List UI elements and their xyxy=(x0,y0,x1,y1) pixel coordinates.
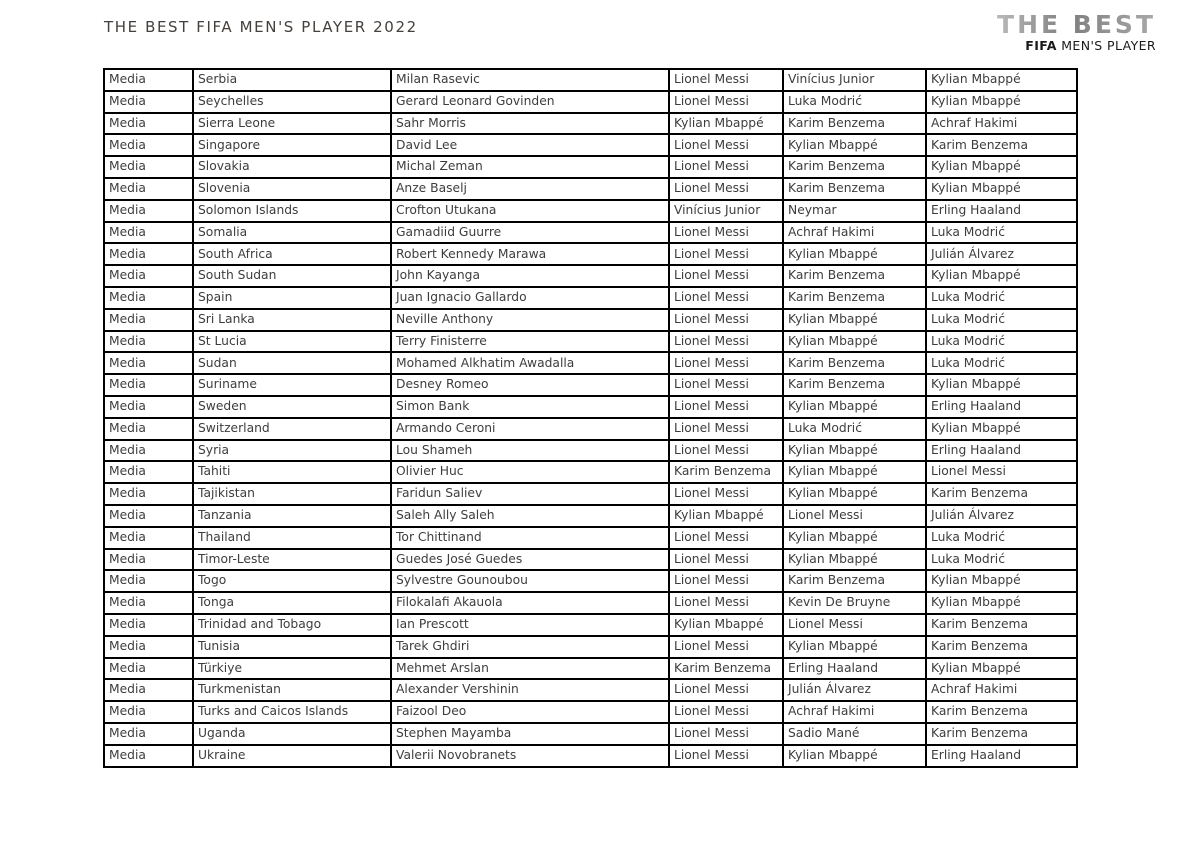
table-row xyxy=(104,592,1077,614)
cell-third-choice: Julián Álvarez xyxy=(926,243,1077,265)
cell-third-choice: Kylian Mbappé xyxy=(926,374,1077,396)
cell-category: Media xyxy=(104,243,193,265)
cell-voter: Alexander Vershinin xyxy=(391,679,669,701)
cell-second-choice: Kylian Mbappé xyxy=(783,745,926,767)
table-row xyxy=(104,679,1077,701)
cell-category: Media xyxy=(104,505,193,527)
table-row xyxy=(104,440,1077,462)
table-row xyxy=(104,374,1077,396)
cell-third-choice: Erling Haaland xyxy=(926,440,1077,462)
the-best-wordmark: THE BEST xyxy=(997,10,1156,39)
cell-second-choice: Kylian Mbappé xyxy=(783,396,926,418)
cell-second-choice: Kylian Mbappé xyxy=(783,331,926,353)
cell-second-choice: Kylian Mbappé xyxy=(783,134,926,156)
cell-first-choice: Lionel Messi xyxy=(669,396,783,418)
cell-third-choice: Erling Haaland xyxy=(926,745,1077,767)
cell-voter: Neville Anthony xyxy=(391,309,669,331)
results-table-body xyxy=(104,69,1077,767)
table-row xyxy=(104,483,1077,505)
cell-third-choice: Lionel Messi xyxy=(926,461,1077,483)
cell-third-choice: Luka Modrić xyxy=(926,527,1077,549)
cell-second-choice: Karim Benzema xyxy=(783,374,926,396)
cell-country: Tajikistan xyxy=(193,483,391,505)
cell-third-choice: Karim Benzema xyxy=(926,614,1077,636)
cell-country: Solomon Islands xyxy=(193,200,391,222)
cell-third-choice: Kylian Mbappé xyxy=(926,156,1077,178)
cell-second-choice: Karim Benzema xyxy=(783,352,926,374)
cell-first-choice: Lionel Messi xyxy=(669,745,783,767)
cell-third-choice: Kylian Mbappé xyxy=(926,418,1077,440)
cell-third-choice: Karim Benzema xyxy=(926,701,1077,723)
cell-country: South Africa xyxy=(193,243,391,265)
cell-third-choice: Kylian Mbappé xyxy=(926,658,1077,680)
cell-second-choice: Kylian Mbappé xyxy=(783,461,926,483)
cell-country: Sierra Leone xyxy=(193,113,391,135)
cell-voter: Mehmet Arslan xyxy=(391,658,669,680)
cell-second-choice: Vinícius Junior xyxy=(783,69,926,91)
table-row xyxy=(104,701,1077,723)
table-row xyxy=(104,69,1077,91)
cell-category: Media xyxy=(104,461,193,483)
cell-first-choice: Lionel Messi xyxy=(669,243,783,265)
cell-first-choice: Lionel Messi xyxy=(669,701,783,723)
cell-third-choice: Kylian Mbappé xyxy=(926,69,1077,91)
cell-third-choice: Karim Benzema xyxy=(926,483,1077,505)
cell-category: Media xyxy=(104,352,193,374)
cell-country: Uganda xyxy=(193,723,391,745)
cell-voter: Gerard Leonard Govinden xyxy=(391,91,669,113)
table-row xyxy=(104,222,1077,244)
cell-first-choice: Kylian Mbappé xyxy=(669,505,783,527)
voting-results-table xyxy=(103,68,1078,768)
table-row xyxy=(104,352,1077,374)
cell-second-choice: Luka Modrić xyxy=(783,91,926,113)
cell-second-choice: Karim Benzema xyxy=(783,265,926,287)
table-row xyxy=(104,309,1077,331)
cell-voter: Anze Baselj xyxy=(391,178,669,200)
cell-voter: Juan Ignacio Gallardo xyxy=(391,287,669,309)
cell-country: Slovenia xyxy=(193,178,391,200)
cell-category: Media xyxy=(104,527,193,549)
table-row xyxy=(104,723,1077,745)
table-row xyxy=(104,265,1077,287)
mens-player-text: MEN'S PLAYER xyxy=(1056,38,1156,54)
cell-first-choice: Lionel Messi xyxy=(669,352,783,374)
table-row xyxy=(104,396,1077,418)
cell-voter: Sahr Morris xyxy=(391,113,669,135)
cell-first-choice: Lionel Messi xyxy=(669,265,783,287)
cell-first-choice: Lionel Messi xyxy=(669,592,783,614)
cell-third-choice: Karim Benzema xyxy=(926,723,1077,745)
cell-second-choice: Kylian Mbappé xyxy=(783,483,926,505)
cell-country: South Sudan xyxy=(193,265,391,287)
cell-voter: Gamadiid Guurre xyxy=(391,222,669,244)
cell-country: Turks and Caicos Islands xyxy=(193,701,391,723)
cell-country: Somalia xyxy=(193,222,391,244)
cell-country: Tunisia xyxy=(193,636,391,658)
cell-voter: Mohamed Alkhatim Awadalla xyxy=(391,352,669,374)
cell-category: Media xyxy=(104,331,193,353)
cell-category: Media xyxy=(104,483,193,505)
cell-voter: Lou Shameh xyxy=(391,440,669,462)
cell-country: Syria xyxy=(193,440,391,462)
cell-first-choice: Lionel Messi xyxy=(669,374,783,396)
cell-country: Seychelles xyxy=(193,91,391,113)
cell-category: Media xyxy=(104,178,193,200)
cell-voter: Ian Prescott xyxy=(391,614,669,636)
cell-first-choice: Lionel Messi xyxy=(669,570,783,592)
cell-third-choice: Luka Modrić xyxy=(926,549,1077,571)
cell-second-choice: Luka Modrić xyxy=(783,418,926,440)
table-row xyxy=(104,505,1077,527)
cell-third-choice: Luka Modrić xyxy=(926,331,1077,353)
cell-second-choice: Kylian Mbappé xyxy=(783,549,926,571)
cell-country: Slovakia xyxy=(193,156,391,178)
cell-second-choice: Neymar xyxy=(783,200,926,222)
cell-category: Media xyxy=(104,549,193,571)
cell-first-choice: Lionel Messi xyxy=(669,134,783,156)
cell-third-choice: Luka Modrić xyxy=(926,352,1077,374)
cell-second-choice: Lionel Messi xyxy=(783,614,926,636)
cell-third-choice: Kylian Mbappé xyxy=(926,265,1077,287)
cell-category: Media xyxy=(104,222,193,244)
cell-second-choice: Kylian Mbappé xyxy=(783,636,926,658)
cell-third-choice: Kylian Mbappé xyxy=(926,592,1077,614)
cell-second-choice: Sadio Mané xyxy=(783,723,926,745)
cell-category: Media xyxy=(104,679,193,701)
cell-country: Tanzania xyxy=(193,505,391,527)
cell-second-choice: Kevin De Bruyne xyxy=(783,592,926,614)
cell-second-choice: Kylian Mbappé xyxy=(783,527,926,549)
cell-voter: Guedes José Guedes xyxy=(391,549,669,571)
table-row xyxy=(104,418,1077,440)
cell-country: Spain xyxy=(193,287,391,309)
cell-category: Media xyxy=(104,636,193,658)
cell-country: Serbia xyxy=(193,69,391,91)
cell-category: Media xyxy=(104,69,193,91)
cell-voter: Tarek Ghdiri xyxy=(391,636,669,658)
table-row xyxy=(104,200,1077,222)
cell-first-choice: Lionel Messi xyxy=(669,69,783,91)
cell-country: Ukraine xyxy=(193,745,391,767)
cell-category: Media xyxy=(104,418,193,440)
cell-second-choice: Kylian Mbappé xyxy=(783,309,926,331)
cell-voter: Terry Finisterre xyxy=(391,331,669,353)
fifa-mens-player-wordmark xyxy=(997,39,1156,52)
cell-first-choice: Lionel Messi xyxy=(669,527,783,549)
cell-category: Media xyxy=(104,374,193,396)
cell-country: Sudan xyxy=(193,352,391,374)
table-row xyxy=(104,178,1077,200)
table-row xyxy=(104,134,1077,156)
cell-country: Sweden xyxy=(193,396,391,418)
cell-second-choice: Karim Benzema xyxy=(783,113,926,135)
cell-first-choice: Lionel Messi xyxy=(669,679,783,701)
cell-category: Media xyxy=(104,701,193,723)
cell-voter: Stephen Mayamba xyxy=(391,723,669,745)
cell-second-choice: Achraf Hakimi xyxy=(783,701,926,723)
cell-first-choice: Lionel Messi xyxy=(669,636,783,658)
table-row xyxy=(104,570,1077,592)
cell-voter: Olivier Huc xyxy=(391,461,669,483)
cell-category: Media xyxy=(104,134,193,156)
cell-category: Media xyxy=(104,745,193,767)
cell-category: Media xyxy=(104,570,193,592)
cell-category: Media xyxy=(104,396,193,418)
table-row xyxy=(104,658,1077,680)
cell-first-choice: Lionel Messi xyxy=(669,91,783,113)
cell-third-choice: Karim Benzema xyxy=(926,134,1077,156)
cell-voter: Desney Romeo xyxy=(391,374,669,396)
cell-country: Switzerland xyxy=(193,418,391,440)
cell-voter: Sylvestre Gounoubou xyxy=(391,570,669,592)
cell-category: Media xyxy=(104,200,193,222)
cell-third-choice: Karim Benzema xyxy=(926,636,1077,658)
cell-voter: Faridun Saliev xyxy=(391,483,669,505)
cell-country: Trinidad and Tobago xyxy=(193,614,391,636)
cell-country: Turkmenistan xyxy=(193,679,391,701)
cell-category: Media xyxy=(104,592,193,614)
table-row xyxy=(104,461,1077,483)
cell-first-choice: Karim Benzema xyxy=(669,658,783,680)
cell-voter: Michal Zeman xyxy=(391,156,669,178)
cell-first-choice: Lionel Messi xyxy=(669,483,783,505)
cell-voter: Faizool Deo xyxy=(391,701,669,723)
the-best-fifa-logo xyxy=(997,12,1156,52)
cell-second-choice: Karim Benzema xyxy=(783,287,926,309)
cell-country: St Lucia xyxy=(193,331,391,353)
cell-second-choice: Karim Benzema xyxy=(783,570,926,592)
cell-country: Togo xyxy=(193,570,391,592)
cell-category: Media xyxy=(104,614,193,636)
table-row xyxy=(104,549,1077,571)
cell-third-choice: Achraf Hakimi xyxy=(926,679,1077,701)
cell-voter: Robert Kennedy Marawa xyxy=(391,243,669,265)
table-row xyxy=(104,614,1077,636)
table-row xyxy=(104,745,1077,767)
cell-third-choice: Kylian Mbappé xyxy=(926,570,1077,592)
table-row xyxy=(104,287,1077,309)
cell-category: Media xyxy=(104,287,193,309)
cell-category: Media xyxy=(104,440,193,462)
cell-category: Media xyxy=(104,658,193,680)
cell-second-choice: Achraf Hakimi xyxy=(783,222,926,244)
cell-category: Media xyxy=(104,156,193,178)
cell-third-choice: Achraf Hakimi xyxy=(926,113,1077,135)
table-row xyxy=(104,156,1077,178)
cell-voter: Filokalafi Akauola xyxy=(391,592,669,614)
cell-voter: Crofton Utukana xyxy=(391,200,669,222)
table-row xyxy=(104,331,1077,353)
cell-voter: Tor Chittinand xyxy=(391,527,669,549)
fifa-logo-text: FIFA xyxy=(1025,38,1057,54)
cell-voter: David Lee xyxy=(391,134,669,156)
table-row xyxy=(104,527,1077,549)
cell-voter: Saleh Ally Saleh xyxy=(391,505,669,527)
cell-second-choice: Kylian Mbappé xyxy=(783,440,926,462)
cell-category: Media xyxy=(104,309,193,331)
cell-country: Tahiti xyxy=(193,461,391,483)
cell-second-choice: Karim Benzema xyxy=(783,156,926,178)
cell-country: Tonga xyxy=(193,592,391,614)
cell-voter: Valerii Novobranets xyxy=(391,745,669,767)
cell-first-choice: Lionel Messi xyxy=(669,331,783,353)
cell-first-choice: Karim Benzema xyxy=(669,461,783,483)
cell-third-choice: Luka Modrić xyxy=(926,309,1077,331)
cell-first-choice: Kylian Mbappé xyxy=(669,113,783,135)
cell-country: Suriname xyxy=(193,374,391,396)
cell-first-choice: Vinícius Junior xyxy=(669,200,783,222)
cell-country: Sri Lanka xyxy=(193,309,391,331)
cell-third-choice: Kylian Mbappé xyxy=(926,178,1077,200)
cell-voter: Armando Ceroni xyxy=(391,418,669,440)
cell-second-choice: Lionel Messi xyxy=(783,505,926,527)
cell-category: Media xyxy=(104,265,193,287)
cell-third-choice: Kylian Mbappé xyxy=(926,91,1077,113)
cell-country: Türkiye xyxy=(193,658,391,680)
cell-country: Timor-Leste xyxy=(193,549,391,571)
page-title: THE BEST FIFA MEN'S PLAYER 2022 xyxy=(104,18,418,36)
cell-second-choice: Kylian Mbappé xyxy=(783,243,926,265)
cell-country: Thailand xyxy=(193,527,391,549)
cell-third-choice: Erling Haaland xyxy=(926,200,1077,222)
cell-third-choice: Julián Álvarez xyxy=(926,505,1077,527)
cell-third-choice: Luka Modrić xyxy=(926,222,1077,244)
cell-third-choice: Luka Modrić xyxy=(926,287,1077,309)
cell-first-choice: Lionel Messi xyxy=(669,440,783,462)
table-row xyxy=(104,636,1077,658)
table-row xyxy=(104,243,1077,265)
cell-second-choice: Erling Haaland xyxy=(783,658,926,680)
cell-voter: Simon Bank xyxy=(391,396,669,418)
table-row xyxy=(104,91,1077,113)
cell-first-choice: Lionel Messi xyxy=(669,222,783,244)
cell-first-choice: Lionel Messi xyxy=(669,418,783,440)
cell-category: Media xyxy=(104,91,193,113)
cell-voter: John Kayanga xyxy=(391,265,669,287)
cell-first-choice: Lionel Messi xyxy=(669,178,783,200)
cell-first-choice: Lionel Messi xyxy=(669,156,783,178)
cell-third-choice: Erling Haaland xyxy=(926,396,1077,418)
cell-first-choice: Lionel Messi xyxy=(669,723,783,745)
cell-category: Media xyxy=(104,113,193,135)
cell-category: Media xyxy=(104,723,193,745)
cell-first-choice: Kylian Mbappé xyxy=(669,614,783,636)
table-row xyxy=(104,113,1077,135)
cell-country: Singapore xyxy=(193,134,391,156)
cell-first-choice: Lionel Messi xyxy=(669,549,783,571)
cell-first-choice: Lionel Messi xyxy=(669,287,783,309)
cell-second-choice: Julián Álvarez xyxy=(783,679,926,701)
cell-voter: Milan Rasevic xyxy=(391,69,669,91)
cell-first-choice: Lionel Messi xyxy=(669,309,783,331)
cell-second-choice: Karim Benzema xyxy=(783,178,926,200)
